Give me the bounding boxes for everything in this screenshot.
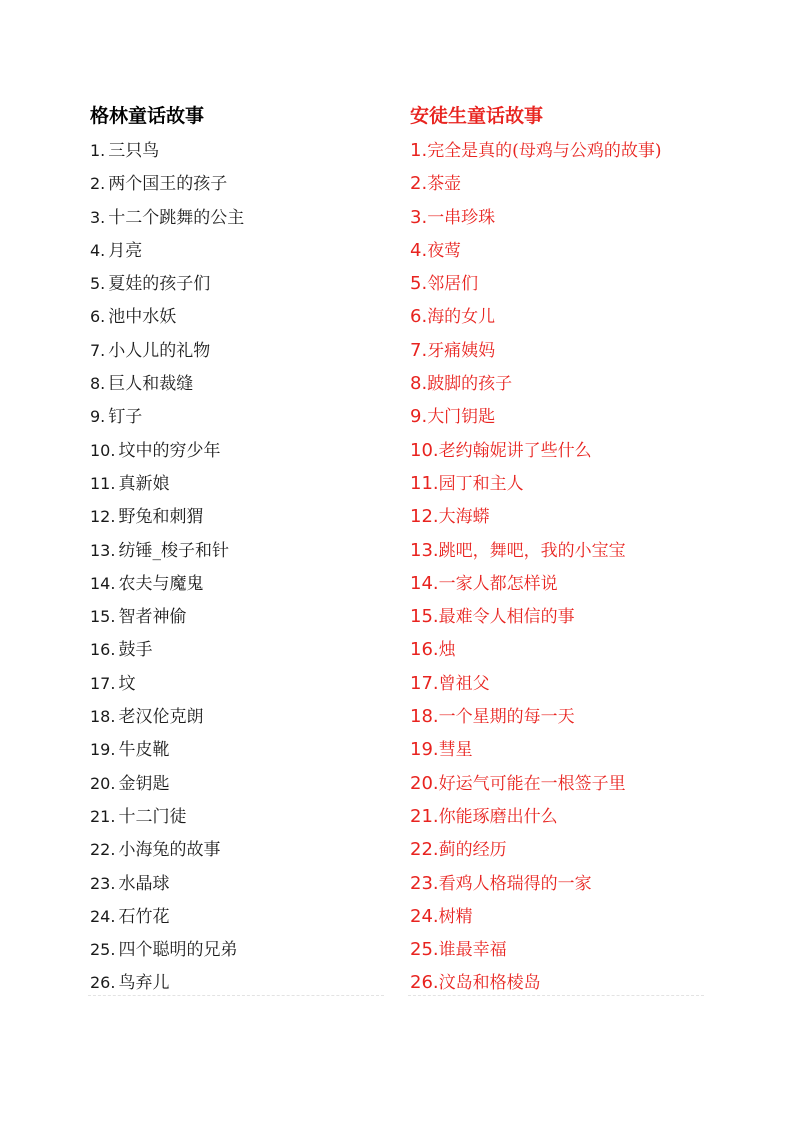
grimm-story-title: 两个国王的孩子 (108, 174, 228, 195)
andersen-story-title: 园丁和主人 (438, 473, 524, 494)
andersen-story-item (410, 700, 710, 733)
grimm-story-number: 9. (90, 407, 106, 427)
grimm-story-item (90, 267, 390, 300)
grimm-story-item (90, 633, 390, 666)
andersen-story-number: 21. (410, 805, 439, 827)
grimm-story-title: 池中水妖 (108, 307, 177, 328)
grimm-story-item (90, 234, 390, 267)
grimm-story-title: 十二个跳舞的公主 (108, 207, 245, 228)
grimm-story-item (90, 800, 390, 833)
andersen-story-title: 树精 (438, 906, 473, 927)
grimm-column (90, 98, 390, 1000)
grimm-story-title: 月亮 (108, 240, 143, 261)
grimm-story-number: 8. (90, 374, 106, 394)
grimm-story-title: 老汉伦克朗 (118, 707, 204, 728)
grimm-story-item (90, 400, 390, 433)
grimm-story-title: 野兔和刺猬 (118, 507, 204, 528)
grimm-story-title: 鼓手 (118, 640, 153, 661)
andersen-story-number: 17. (410, 672, 439, 694)
grimm-story-number: 6. (90, 307, 106, 327)
andersen-story-item (410, 234, 710, 267)
andersen-story-title: 夜莺 (427, 240, 462, 261)
andersen-story-number: 8. (410, 373, 428, 395)
grimm-story-item (90, 933, 390, 966)
grimm-story-item (90, 334, 390, 367)
andersen-story-number: 7. (410, 339, 428, 361)
andersen-story-item (410, 201, 710, 234)
andersen-story-number: 22. (410, 839, 439, 861)
andersen-story-item (410, 800, 710, 833)
andersen-story-list (410, 134, 710, 1000)
andersen-story-item (410, 434, 710, 467)
andersen-story-title: 老约翰妮讲了些什么 (438, 440, 592, 461)
grimm-story-number: 10. (90, 440, 116, 460)
andersen-story-item (410, 867, 710, 900)
grimm-heading: 格林童话故事 (90, 105, 205, 127)
andersen-story-number: 1. (410, 140, 428, 161)
andersen-story-title: 谁最幸福 (438, 940, 507, 961)
andersen-story-item (410, 767, 710, 800)
grimm-story-number: 13. (90, 540, 116, 560)
grimm-story-number: 3. (90, 207, 106, 227)
andersen-story-item (410, 534, 710, 567)
grimm-story-number: 20. (90, 773, 116, 793)
grimm-story-item (90, 733, 390, 766)
andersen-story-number: 20. (410, 772, 439, 794)
grimm-story-title: 坟中的穷少年 (118, 440, 221, 461)
grimm-story-title: 农夫与魔鬼 (118, 573, 204, 594)
andersen-heading: 安徒生童话故事 (410, 105, 544, 127)
grimm-story-item (90, 467, 390, 500)
grimm-story-number: 18. (90, 707, 116, 727)
andersen-story-title: 看鸡人格瑞得的一家 (438, 873, 592, 894)
andersen-story-number: 11. (410, 472, 439, 494)
grimm-story-title: 坟 (118, 673, 136, 694)
andersen-story-item (410, 300, 710, 333)
grimm-story-number: 26. (90, 973, 116, 993)
andersen-story-item (410, 400, 710, 433)
andersen-story-title: 大门钥匙 (427, 407, 496, 428)
grimm-story-title: 钉子 (108, 407, 143, 428)
grimm-story-number: 7. (90, 340, 106, 360)
andersen-story-item (410, 900, 710, 933)
andersen-story-number: 10. (410, 439, 439, 461)
grimm-story-item (90, 667, 390, 700)
andersen-story-item (410, 733, 710, 766)
andersen-story-title: 你能琢磨出什么 (438, 806, 558, 827)
andersen-story-title: 烛 (438, 640, 456, 661)
grimm-story-number: 2. (90, 174, 106, 194)
grimm-story-title: 夏娃的孩子们 (108, 274, 211, 295)
grimm-story-item (90, 201, 390, 234)
andersen-story-number: 15. (410, 606, 439, 628)
andersen-story-item (410, 567, 710, 600)
grimm-story-title: 小海兔的故事 (118, 840, 221, 861)
andersen-story-number: 18. (410, 706, 439, 728)
grimm-story-title: 十二门徒 (118, 806, 187, 827)
grimm-story-item (90, 167, 390, 200)
grimm-story-title: 巨人和裁缝 (108, 374, 194, 395)
andersen-story-item (410, 267, 710, 300)
andersen-story-number: 12. (410, 506, 439, 528)
grimm-story-item (90, 567, 390, 600)
andersen-story-number: 26. (410, 972, 439, 994)
andersen-story-item (410, 500, 710, 533)
andersen-column (410, 98, 710, 1000)
andersen-story-number: 9. (410, 406, 428, 428)
andersen-story-title: 大海蟒 (438, 507, 490, 528)
andersen-story-number: 14. (410, 572, 439, 594)
andersen-story-number: 5. (410, 273, 428, 295)
grimm-story-number: 12. (90, 507, 116, 527)
andersen-story-title: 一个星期的每一天 (438, 707, 575, 728)
grimm-story-title: 金钥匙 (118, 773, 170, 794)
grimm-story-item (90, 600, 390, 633)
andersen-story-number: 3. (410, 206, 428, 228)
andersen-story-item (410, 833, 710, 866)
grimm-story-number: 16. (90, 640, 116, 660)
andersen-story-number: 23. (410, 872, 439, 894)
grimm-story-number: 19. (90, 740, 116, 760)
andersen-story-item (410, 334, 710, 367)
andersen-story-title: 最难令人相信的事 (438, 607, 575, 628)
grimm-story-title: 牛皮靴 (118, 740, 170, 761)
grimm-story-title: 纺锤_梭子和针 (118, 540, 229, 561)
grimm-story-number: 1. (90, 141, 106, 160)
andersen-story-title: 蓟的经历 (438, 840, 507, 861)
grimm-story-title: 鸟弃儿 (118, 973, 170, 994)
grimm-story-item (90, 434, 390, 467)
grimm-story-number: 22. (90, 840, 116, 860)
grimm-story-item (90, 367, 390, 400)
grimm-story-list (90, 134, 390, 1000)
grimm-story-number: 4. (90, 240, 106, 260)
grimm-story-number: 25. (90, 940, 116, 960)
grimm-story-number: 5. (90, 274, 106, 294)
grimm-story-title: 水晶球 (118, 873, 170, 894)
andersen-story-title: 曾祖父 (438, 673, 490, 694)
andersen-story-title: 跳吧，舞吧，我的小宝宝 (438, 540, 626, 561)
grimm-story-item (90, 534, 390, 567)
andersen-story-title: 邻居们 (427, 274, 479, 295)
andersen-story-title: 海的女儿 (427, 307, 496, 328)
andersen-story-item (410, 600, 710, 633)
grimm-story-item (90, 900, 390, 933)
andersen-story-item (410, 134, 710, 167)
grimm-story-item (90, 300, 390, 333)
andersen-story-title: 跛脚的孩子 (427, 374, 513, 395)
andersen-story-number: 24. (410, 905, 439, 927)
andersen-story-number: 13. (410, 539, 439, 561)
grimm-story-title: 四个聪明的兄弟 (118, 940, 238, 961)
andersen-story-title: 彗星 (438, 740, 473, 761)
grimm-story-number: 23. (90, 873, 116, 893)
andersen-story-item (410, 633, 710, 666)
grimm-story-number: 24. (90, 906, 116, 926)
grimm-story-item (90, 867, 390, 900)
grimm-story-number: 15. (90, 607, 116, 627)
andersen-story-title: 茶壶 (427, 174, 462, 195)
andersen-story-number: 19. (410, 739, 439, 761)
grimm-bottom-rule (88, 995, 384, 996)
andersen-story-title: 完全是真的(母鸡与公鸡的故事) (427, 141, 662, 161)
andersen-story-number: 25. (410, 939, 439, 961)
andersen-story-number: 6. (410, 306, 428, 328)
andersen-story-title: 汶岛和格棱岛 (438, 973, 541, 994)
grimm-story-title: 真新娘 (118, 473, 170, 494)
andersen-story-item (410, 167, 710, 200)
grimm-story-item (90, 767, 390, 800)
grimm-story-number: 14. (90, 573, 116, 593)
grimm-story-title: 石竹花 (118, 906, 170, 927)
grimm-story-item (90, 134, 390, 167)
andersen-story-item (410, 467, 710, 500)
andersen-bottom-rule (408, 995, 704, 996)
andersen-story-item (410, 667, 710, 700)
grimm-story-item (90, 500, 390, 533)
andersen-story-title: 一家人都怎样说 (438, 573, 558, 594)
grimm-story-title: 三只鸟 (108, 141, 160, 161)
grimm-story-number: 21. (90, 806, 116, 826)
andersen-story-title: 牙痛姨妈 (427, 340, 496, 361)
grimm-story-title: 智者神偷 (118, 607, 187, 628)
andersen-story-item (410, 367, 710, 400)
andersen-story-number: 4. (410, 239, 428, 261)
grimm-story-item (90, 833, 390, 866)
andersen-story-title: 好运气可能在一根签子里 (438, 773, 626, 794)
grimm-story-number: 11. (90, 473, 116, 493)
andersen-story-title: 一串珍珠 (427, 207, 496, 228)
andersen-story-number: 16. (410, 639, 439, 661)
grimm-story-item (90, 700, 390, 733)
andersen-story-item (410, 933, 710, 966)
grimm-story-title: 小人儿的礼物 (108, 340, 211, 361)
grimm-story-number: 17. (90, 673, 116, 693)
andersen-story-number: 2. (410, 173, 428, 195)
